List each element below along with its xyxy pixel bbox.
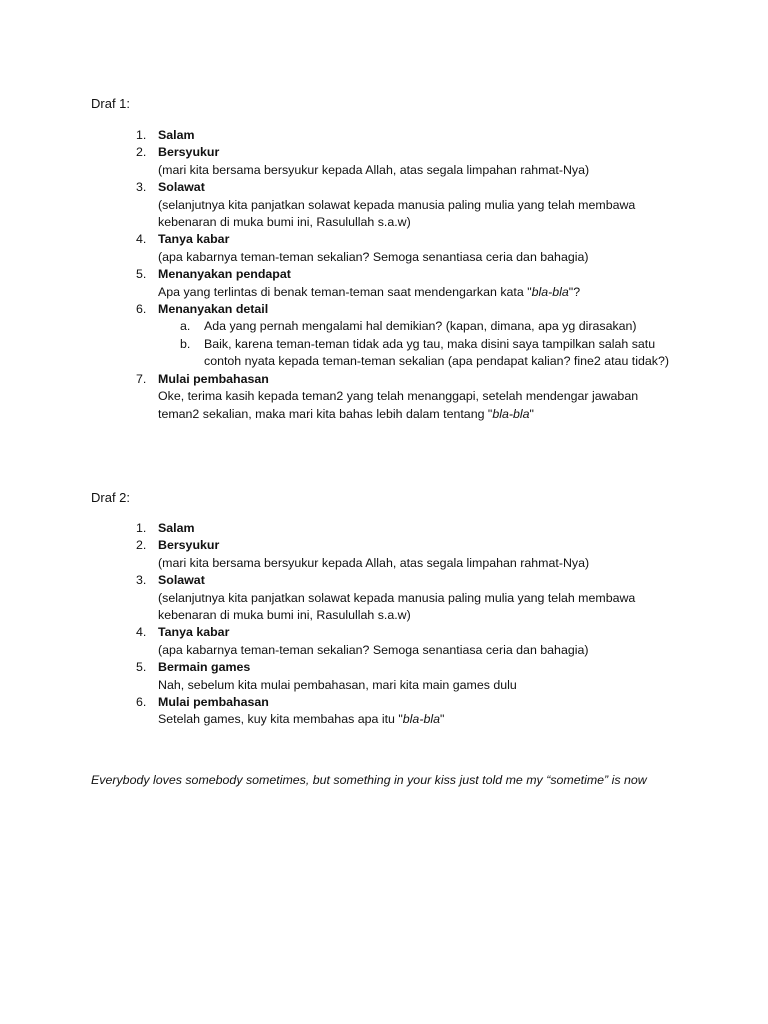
item-description: (mari kita bersama bersyukur kepada Allah, atas segala limpahan rahmat-Nya) xyxy=(158,162,590,177)
item-number: 5. xyxy=(136,660,147,675)
item-number: 2. xyxy=(136,145,147,160)
item-title: Tanya kabar xyxy=(158,232,230,247)
item-number: 1. xyxy=(136,128,147,142)
description-text: " xyxy=(439,712,445,727)
sub-list xyxy=(158,318,670,370)
description-emphasis: bla-bla xyxy=(531,284,569,299)
item-description: (mari kita bersama bersyukur kepada Allah, atas segala limpahan rahmat-Nya) xyxy=(158,555,590,570)
item-title: Bersyukur xyxy=(158,145,220,160)
item-title: Menanyakan detail xyxy=(158,302,269,317)
sub-item-text: Ada yang pernah mengalami hal demikian? (kapan, dimana, apa yg dirasakan) xyxy=(204,319,637,334)
list-item xyxy=(130,231,670,266)
sub-list-item xyxy=(158,336,670,371)
description-text: Apa yang terlintas di benak teman-teman saat mendengarkan kata " xyxy=(158,284,532,299)
sub-item-letter: a. xyxy=(180,319,191,334)
description-text: Setelah games, kuy kita membahas apa itu " xyxy=(158,712,403,727)
list-item xyxy=(130,301,670,371)
list-item xyxy=(130,266,670,301)
list-item xyxy=(130,537,670,572)
item-number: 3. xyxy=(136,573,147,588)
item-number: 4. xyxy=(136,625,147,640)
item-number: 2. xyxy=(136,538,147,553)
description-text: "? xyxy=(568,284,581,299)
item-number: 1. xyxy=(136,521,147,535)
item-description xyxy=(158,388,670,423)
item-number: 6. xyxy=(136,302,147,317)
item-description xyxy=(158,284,670,301)
item-description: (apa kabarnya teman-teman sekalian? Semoga senantiasa ceria dan bahagia) xyxy=(158,642,589,657)
item-number: 3. xyxy=(136,180,147,195)
item-title: Solawat xyxy=(158,180,205,195)
draft1-list xyxy=(130,127,670,423)
list-item xyxy=(130,572,670,624)
draft1-heading: Draf 1: xyxy=(91,96,131,111)
list-item xyxy=(130,624,670,659)
item-title: Bersyukur xyxy=(158,538,220,553)
item-title: Solawat xyxy=(158,573,205,588)
item-title: Menanyakan pendapat xyxy=(158,267,291,282)
list-item xyxy=(130,520,670,537)
list-item xyxy=(130,659,670,694)
item-description xyxy=(158,711,670,728)
closing-quote: Everybody loves somebody sometimes, but something in your kiss just told me my “sometime” is now xyxy=(91,773,647,787)
item-number: 6. xyxy=(136,695,147,710)
list-item xyxy=(130,371,670,423)
item-title: Tanya kabar xyxy=(158,625,230,640)
item-title: Salam xyxy=(158,521,195,535)
item-title: Salam xyxy=(158,128,195,142)
item-number: 7. xyxy=(136,371,147,386)
item-title: Mulai pembahasan xyxy=(158,695,269,710)
item-description: (apa kabarnya teman-teman sekalian? Semoga senantiasa ceria dan bahagia) xyxy=(158,249,589,264)
item-title: Mulai pembahasan xyxy=(158,371,269,386)
sub-item-letter: b. xyxy=(180,336,191,351)
draft2-heading: Draf 2: xyxy=(91,490,131,505)
item-description: Nah, sebelum kita mulai pembahasan, mari kita main games dulu xyxy=(158,677,517,692)
sub-list-item xyxy=(158,318,670,335)
description-emphasis: bla-bla xyxy=(492,406,530,421)
description-emphasis: bla-bla xyxy=(402,712,440,727)
description-text: " xyxy=(529,406,534,421)
item-title: Bermain games xyxy=(158,660,251,675)
list-item xyxy=(130,127,670,144)
item-number: 5. xyxy=(136,267,147,282)
item-number: 4. xyxy=(136,232,147,247)
list-item xyxy=(130,179,670,231)
list-item xyxy=(130,144,670,179)
list-item xyxy=(130,694,670,729)
draft2-list xyxy=(130,520,670,729)
item-description: (selanjutnya kita panjatkan solawat kepada manusia paling mulia yang telah membawa kebenaran di muka bumi ini, Rasulullah s.a.w) xyxy=(158,590,636,623)
description-text: Oke, terima kasih kepada teman2 yang telah menanggapi, setelah mendengar jawaban teman2 sekalian, maka mari kita bahas lebih dalam tentang " xyxy=(158,389,639,421)
item-description: (selanjutnya kita panjatkan solawat kepada manusia paling mulia yang telah membawa kebenaran di muka bumi ini, Rasulullah s.a.w) xyxy=(158,197,636,230)
sub-item-text: Baik, karena teman-teman tidak ada yg tau, maka disini saya tampilkan salah satu contoh nyata kepada teman-teman sekalian (apa pendapat kalian? fine2 atau tidak?) xyxy=(204,336,669,369)
